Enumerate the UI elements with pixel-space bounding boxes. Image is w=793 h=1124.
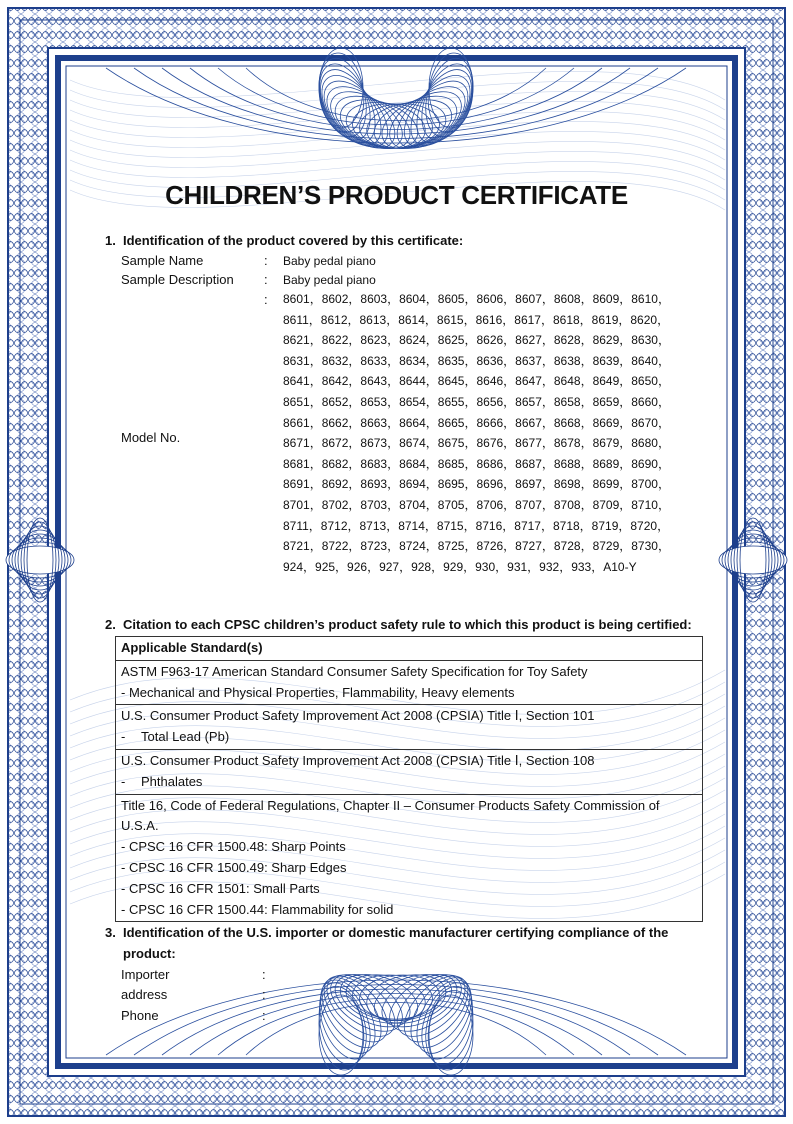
sample-name-colon: : xyxy=(264,253,268,268)
standard-line: ASTM F963-17 American Standard Consumer Safety Specification for Toy Safety xyxy=(121,663,588,679)
standard-line: - Mechanical and Physical Properties, Flammability, Heavy elements xyxy=(121,684,515,700)
phone-label: Phone xyxy=(121,1008,159,1023)
section-2-heading xyxy=(105,617,692,632)
standard-subitem xyxy=(121,772,697,793)
model-number-line: 8641，8642，8643，8644，8645，8646，8647，8648，8649，8650， xyxy=(283,374,670,389)
address-label: address xyxy=(121,987,168,1002)
standard-line: U.S. Consumer Product Safety Improvement Act 2008 (CPSIA) Title Ⅰ, Section 108 xyxy=(121,752,595,768)
standard-subitem-text: Total Lead (Pb) xyxy=(141,729,230,745)
bullet-dash: - xyxy=(121,773,126,789)
model-number-line: 8671，8672，8673，8674，8675，8676，8677，8678，8679，8680， xyxy=(283,436,670,451)
standard-cell xyxy=(116,660,703,705)
sample-description-label: Sample Description xyxy=(121,272,234,287)
model-number-line: 8691，8692，8693，8694，8695，8696，8697，8698，8699，8700， xyxy=(283,477,670,492)
model-no-colon: : xyxy=(264,292,268,307)
standard-cell xyxy=(116,749,703,794)
model-number-line: 8611，8612，8613，8614，8615，8616，8617，8618，8619，8620， xyxy=(283,312,670,327)
standard-line: - CPSC 16 CFR 1500.44: Flammability for solid xyxy=(121,901,394,917)
model-no-label: Model No. xyxy=(121,430,181,445)
section-1-heading xyxy=(105,233,463,248)
importer-colon: : xyxy=(262,967,266,982)
model-number-line: 8651，8652，8653，8654，8655，8656，8657，8658，8659，8660， xyxy=(283,394,670,409)
sample-description-colon: : xyxy=(264,272,268,287)
importer-label: Importer xyxy=(121,967,170,982)
phone-colon: : xyxy=(262,1008,266,1023)
model-number-line: 924，925，926，927，928，929，930，931，932，933，A10-Y xyxy=(283,559,637,574)
section-2-number: 2. xyxy=(105,617,116,632)
model-number-line: 8601，8602，8603，8604，8605，8606，8607，8608，8609，8610， xyxy=(283,292,670,306)
standard-subitem xyxy=(121,727,697,748)
standard-line: - CPSC 16 CFR 1501: Small Parts xyxy=(121,880,320,896)
standard-line: Title 16, Code of Federal Regulations, Chapter II – Consumer Products Safety Commission of xyxy=(121,797,660,813)
bullet-dash: - xyxy=(121,729,126,745)
section-2-heading-text: Citation to each CPSC children’s product safety rule to which this product is being certified: xyxy=(123,617,692,632)
standard-row xyxy=(116,705,703,750)
section-1-number: 1. xyxy=(105,233,116,248)
standard-row xyxy=(116,749,703,794)
standard-line: - CPSC 16 CFR 1500.49: Sharp Edges xyxy=(121,859,347,875)
sample-name-value: Baby pedal piano xyxy=(283,254,376,268)
sample-description-value: Baby pedal piano xyxy=(283,273,376,287)
model-number-line: 8681，8682，8683，8684，8685，8686，8687，8688，8689，8690， xyxy=(283,456,670,471)
standard-line: U.S.A. xyxy=(121,818,159,834)
section-3-heading xyxy=(105,925,668,940)
standard-row xyxy=(116,794,703,922)
section-1-heading-text: Identification of the product covered by this certificate: xyxy=(123,233,464,248)
standard-subitem-text: Phthalates xyxy=(141,773,203,789)
model-number-list xyxy=(283,289,703,577)
section-3-heading-line2: product: xyxy=(123,946,176,961)
model-number-line: 8631，8632，8633，8634，8635，8636，8637，8638，8639，8640， xyxy=(283,353,670,368)
standard-row xyxy=(116,660,703,705)
model-number-line: 8721，8722，8723，8724，8725，8726，8727，8728，8729，8730， xyxy=(283,539,670,554)
address-colon: : xyxy=(262,987,266,1002)
standard-line: - CPSC 16 CFR 1500.48: Sharp Points xyxy=(121,839,346,855)
section-3-heading-line1: Identification of the U.S. importer or domestic manufacturer certifying compliance of the xyxy=(123,925,669,940)
standard-cell xyxy=(116,794,703,922)
table-header-row xyxy=(116,637,703,661)
certificate-title: CHILDREN’S PRODUCT CERTIFICATE xyxy=(165,180,628,210)
section-3-number: 3. xyxy=(105,925,116,940)
model-number-line: 8661，8662，8663，8664，8665，8666，8667，8668，8669，8670， xyxy=(283,415,670,430)
table-header-cell: Applicable Standard(s) xyxy=(116,637,703,661)
sample-name-label: Sample Name xyxy=(121,253,204,268)
model-number-line: 8711，8712，8713，8714，8715，8716，8717，8718，8719，8720， xyxy=(283,518,670,533)
applicable-standards-table xyxy=(115,636,703,922)
model-number-line: 8701，8702，8703，8704，8705，8706，8707，8708，8709，8710， xyxy=(283,497,670,512)
model-number-line: 8621，8622，8623，8624，8625，8626，8627，8628，8629，8630， xyxy=(283,333,670,348)
standard-cell xyxy=(116,705,703,750)
standard-line: U.S. Consumer Product Safety Improvement Act 2008 (CPSIA) Title Ⅰ, Section 101 xyxy=(121,708,595,724)
